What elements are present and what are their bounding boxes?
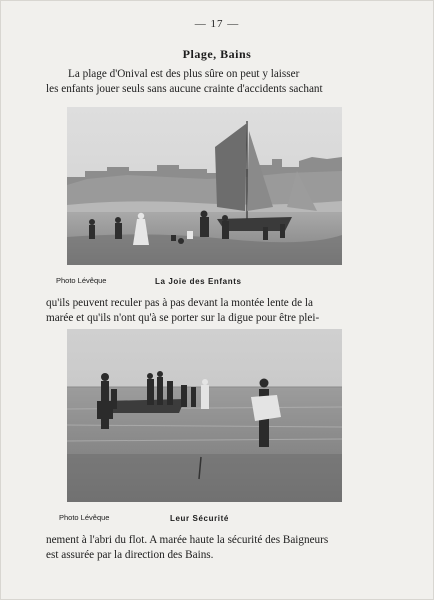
photo-caption: Leur Sécurité: [170, 514, 229, 523]
paragraph-2: [46, 296, 364, 325]
paragraph-2-line-1: qu'ils peuvent reculer pas à pas devant la montée lente de la: [46, 297, 313, 309]
paragraph-3: [46, 533, 364, 562]
beach-children-photo: [67, 107, 342, 265]
photo-credit: Photo Lévêque: [56, 276, 107, 285]
section-title: Plage, Bains: [182, 47, 252, 61]
photo-credit: Photo Lévêque: [59, 513, 110, 522]
bathers-sea-photo: [67, 329, 342, 502]
paragraph-1: [46, 67, 364, 96]
paragraph-3-line-2: est assurée par la direction des Bains.: [46, 548, 214, 561]
page-number: — 17 —: [194, 18, 240, 30]
photo-caption: La Joie des Enfants: [155, 277, 242, 286]
paragraph-1-line-2: les enfants jouer seuls sans aucune crainte d'accidents sachant: [46, 82, 323, 95]
paragraph-3-line-1: nement à l'abri du flot. A marée haute la sécurité des Baigneurs: [46, 534, 329, 546]
paragraph-1-line-1: La plage d'Onival est des plus sûre on peut y laisser: [68, 68, 300, 80]
paragraph-2-line-2: marée et qu'ils n'ont qu'à se porter sur la digue pour être plei-: [46, 311, 320, 324]
